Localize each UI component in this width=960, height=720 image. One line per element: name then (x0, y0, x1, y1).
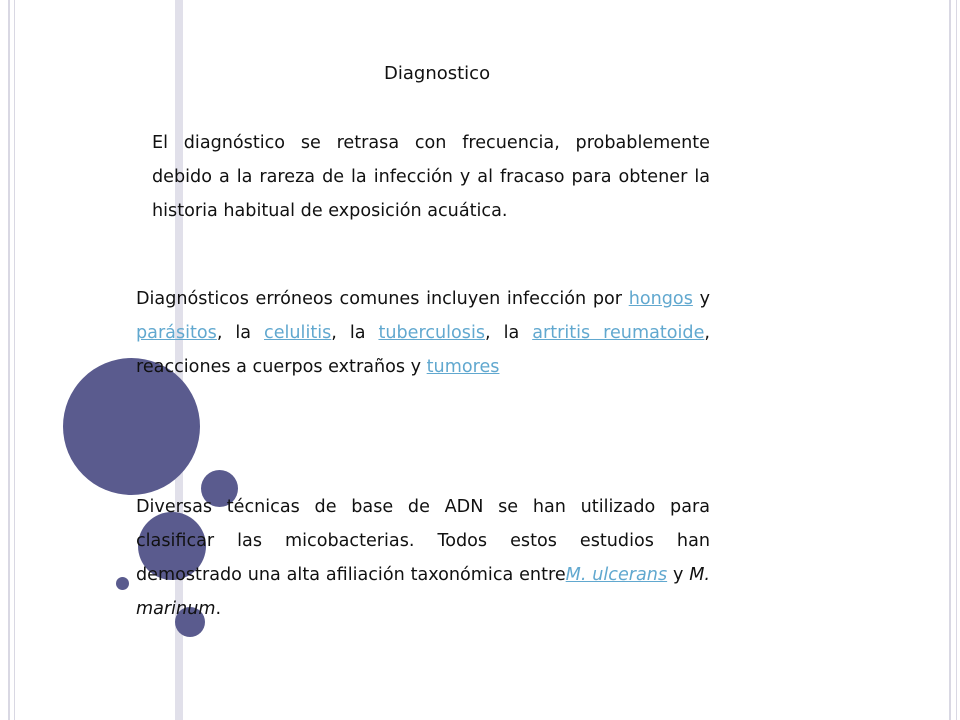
border-line-left-inner (14, 0, 15, 720)
text-segment: y (667, 565, 690, 585)
text-segment: , reacciones a cuerpos extraños y (136, 323, 710, 377)
text-segment: , la (331, 323, 379, 343)
link-m-ulcerans[interactable] (566, 565, 667, 585)
decorative-circle-tiny (116, 577, 129, 590)
border-line-left-outer (8, 0, 10, 720)
text-segment: y (692, 289, 710, 309)
border-line-right-outer (956, 0, 957, 720)
paragraph-diagnosis-delay: El diagnóstico se retrasa con frecuencia, probablemente debido a la rareza de la infección y al fracaso para obtener la historia habitual de exposición acuática. (152, 133, 710, 221)
text-segment: Diagnósticos erróneos comunes incluyen infección por (136, 289, 629, 309)
link-tumores[interactable]: tumores (426, 357, 500, 377)
link-parasitos[interactable]: parásitos (136, 323, 217, 343)
text-segment: Diversas técnicas de base de ADN se han utilizado para clasificar las micobacterias. Todos estos estudios han demostrado una alta afiliación taxonómica entre (136, 497, 710, 585)
text-segment: . (215, 599, 222, 619)
text-segment: , la (485, 323, 533, 343)
paragraph-misdiagnoses (136, 282, 710, 384)
species-name: M. ulcerans (565, 565, 668, 585)
slide-title: Diagnostico (384, 63, 491, 84)
paragraph-dna-techniques (136, 490, 710, 626)
species-m-marinum: M. marinum (136, 565, 710, 619)
link-artritis-reumatoide[interactable]: artritis reumatoide (532, 323, 705, 343)
link-celulitis[interactable]: celulitis (264, 323, 332, 343)
border-line-right-inner (949, 0, 951, 720)
link-tuberculosis[interactable]: tuberculosis (378, 323, 486, 343)
text-segment: , la (216, 323, 265, 343)
link-hongos[interactable]: hongos (628, 289, 693, 309)
